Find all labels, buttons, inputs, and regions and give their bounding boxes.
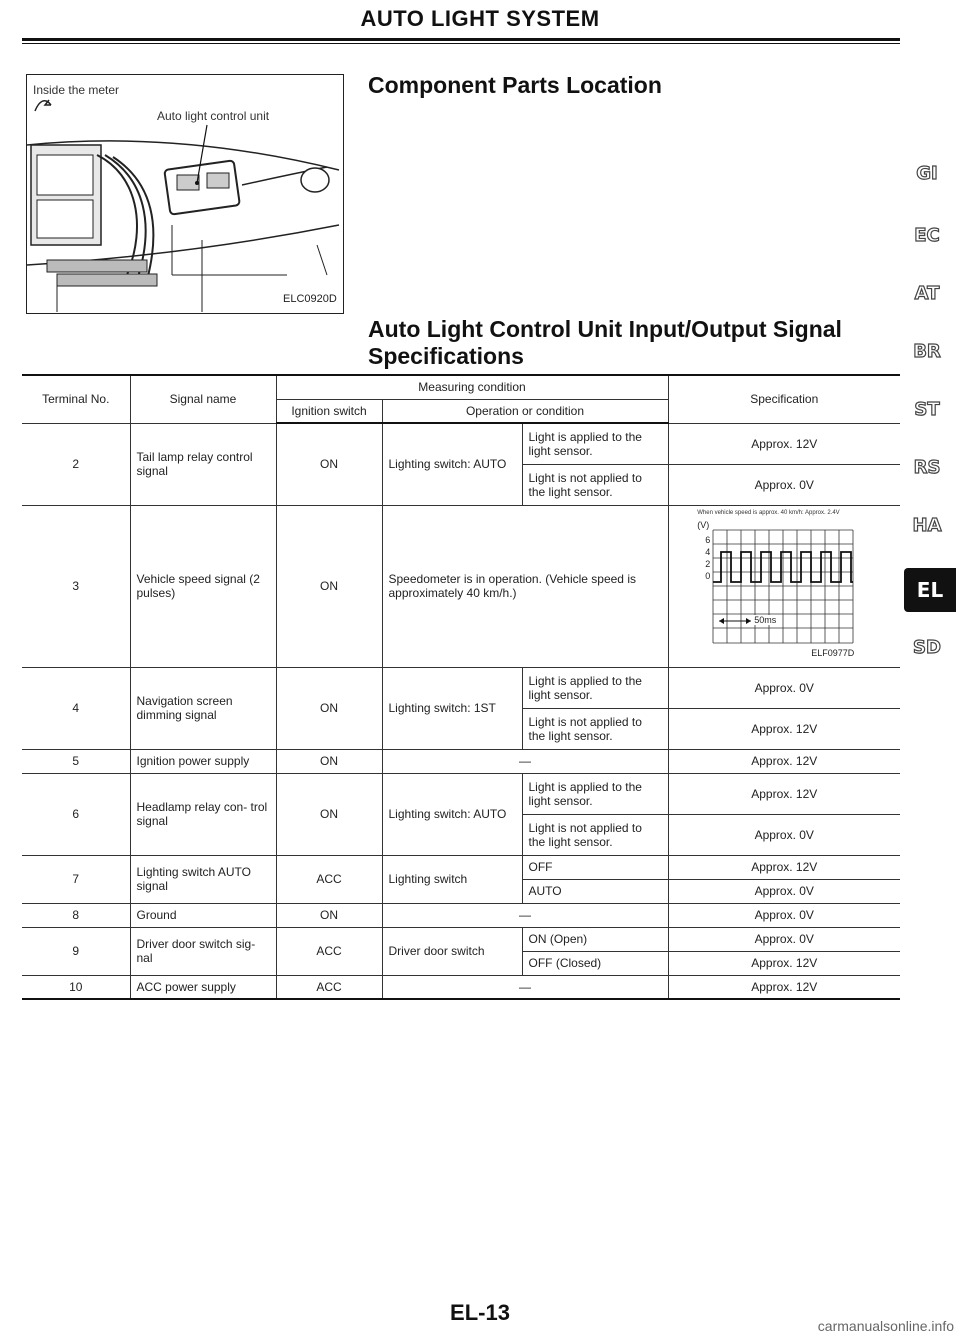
condition: Light is applied to the light sensor.	[522, 423, 668, 464]
ignition-switch: ON	[276, 749, 382, 773]
condition: Light is not applied to the light sensor.	[522, 708, 668, 749]
table-row	[22, 423, 900, 464]
figure-caption-inside-meter: Inside the meter	[33, 83, 120, 97]
table-row	[22, 903, 900, 927]
ignition-switch: ON	[276, 423, 382, 505]
signal-name: Ground	[130, 903, 276, 927]
ignition-switch: ON	[276, 773, 382, 855]
terminal-no: 9	[22, 927, 130, 975]
section-title-io-line2: Specifications	[368, 343, 524, 369]
side-tab-rs[interactable]: RS	[913, 457, 941, 478]
side-tab-ha[interactable]: HA	[912, 515, 942, 536]
condition: Light is applied to the light sensor.	[522, 667, 668, 708]
section-title-component: Component Parts Location	[368, 72, 662, 98]
operation: —	[382, 749, 668, 773]
specification: Approx. 0V	[668, 879, 900, 903]
specification: Approx. 0V	[668, 667, 900, 708]
header-rule	[22, 38, 900, 41]
section-title-io-line1: Auto Light Control Unit Input/Output Signal	[368, 316, 842, 342]
side-tab-at[interactable]: AT	[914, 283, 940, 304]
table-row	[22, 749, 900, 773]
terminal-no: 2	[22, 423, 130, 505]
side-tab-gi[interactable]: GI	[916, 163, 938, 184]
operation: Lighting switch: AUTO	[382, 423, 522, 505]
terminal-no: 7	[22, 855, 130, 903]
header-ignition-switch: Ignition switch	[276, 399, 382, 423]
specification: Approx. 12V	[668, 975, 900, 999]
specification: Approx. 12V	[668, 951, 900, 975]
terminal-no: 8	[22, 903, 130, 927]
page-header-title: AUTO LIGHT SYSTEM	[360, 6, 600, 31]
waveform-unit: (V)	[697, 520, 710, 530]
figure-code: ELC0920D	[283, 293, 337, 305]
waveform-time-label: 50ms	[754, 615, 777, 625]
condition: OFF	[522, 855, 668, 879]
specification: Approx. 12V	[668, 749, 900, 773]
signal-name: ACC power supply	[130, 975, 276, 999]
ignition-switch: ACC	[276, 927, 382, 975]
condition: Light is not applied to the light sensor.	[522, 464, 668, 505]
header-measuring-condition: Measuring condition	[276, 375, 668, 399]
condition: Light is not applied to the light sensor.	[522, 814, 668, 855]
operation: —	[382, 975, 668, 999]
operation: Lighting switch	[382, 855, 522, 903]
terminal-no: 4	[22, 667, 130, 749]
ignition-switch: ON	[276, 667, 382, 749]
header-rule-thin	[22, 43, 900, 44]
component-location-figure	[26, 74, 344, 314]
specification: Approx. 0V	[668, 814, 900, 855]
specification: Approx. 12V	[668, 423, 900, 464]
waveform-tick-4: 4	[705, 547, 711, 557]
side-tab-el[interactable]: EL	[904, 568, 956, 612]
operation: —	[382, 903, 668, 927]
ignition-switch: ON	[276, 505, 382, 667]
table-row	[22, 505, 900, 667]
condition: ON (Open)	[522, 927, 668, 951]
terminal-no: 10	[22, 975, 130, 999]
signal-name: Headlamp relay con- trol signal	[130, 773, 276, 855]
condition: Light is applied to the light sensor.	[522, 773, 668, 814]
signal-name: Tail lamp relay control signal	[130, 423, 276, 505]
waveform-tick-2: 2	[705, 559, 711, 569]
signal-name: Lighting switch AUTO signal	[130, 855, 276, 903]
header-signal-name: Signal name	[130, 375, 276, 423]
condition: OFF (Closed)	[522, 951, 668, 975]
waveform-grid	[671, 508, 897, 664]
waveform-diagram	[671, 508, 897, 664]
terminal-no: 3	[22, 505, 130, 667]
operation: Lighting switch: 1ST	[382, 667, 522, 749]
terminal-no: 5	[22, 749, 130, 773]
condition: AUTO	[522, 879, 668, 903]
operation: Driver door switch	[382, 927, 522, 975]
waveform-code: ELF0977D	[811, 648, 855, 658]
side-tab-st[interactable]: ST	[914, 399, 940, 420]
specification: Approx. 12V	[668, 855, 900, 879]
signal-name: Vehicle speed signal (2 pulses)	[130, 505, 276, 667]
signal-name: Ignition power supply	[130, 749, 276, 773]
header-operation-condition: Operation or condition	[382, 399, 668, 423]
figure-caption-control-unit: Auto light control unit	[157, 109, 270, 123]
table-row	[22, 855, 900, 879]
table-row	[22, 927, 900, 951]
waveform-cell	[668, 505, 900, 667]
page-number: EL-13	[450, 1300, 510, 1325]
specification: Approx. 0V	[668, 927, 900, 951]
operation: Lighting switch: AUTO	[382, 773, 522, 855]
table-row	[22, 667, 900, 708]
ignition-switch: ON	[276, 903, 382, 927]
waveform-tick-6: 6	[705, 535, 711, 545]
watermark: carmanualsonline.info	[817, 1318, 954, 1334]
header-specification: Specification	[668, 375, 900, 423]
specification: Approx. 0V	[668, 464, 900, 505]
signal-name: Driver door switch sig- nal	[130, 927, 276, 975]
side-tab-br[interactable]: BR	[913, 341, 941, 362]
ignition-switch: ACC	[276, 975, 382, 999]
waveform-tick-0: 0	[705, 571, 711, 581]
specification: Approx. 12V	[668, 773, 900, 814]
terminal-no: 6	[22, 773, 130, 855]
table-row	[22, 975, 900, 999]
specification: Approx. 0V	[668, 903, 900, 927]
io-signal-spec-table	[22, 374, 900, 1000]
side-tab-sd[interactable]: SD	[913, 637, 941, 658]
signal-name: Navigation screen dimming signal	[130, 667, 276, 749]
ignition-switch: ACC	[276, 855, 382, 903]
waveform-note: When vehicle speed is approx. 40 km/h: Approx. 2.4V	[697, 510, 840, 516]
specification: Approx. 12V	[668, 708, 900, 749]
side-tab-ec[interactable]: EC	[914, 225, 940, 246]
header-terminal-no: Terminal No.	[22, 375, 130, 423]
table-row	[22, 773, 900, 814]
operation: Speedometer is in operation. (Vehicle speed is approximately 40 km/h.)	[382, 505, 668, 667]
